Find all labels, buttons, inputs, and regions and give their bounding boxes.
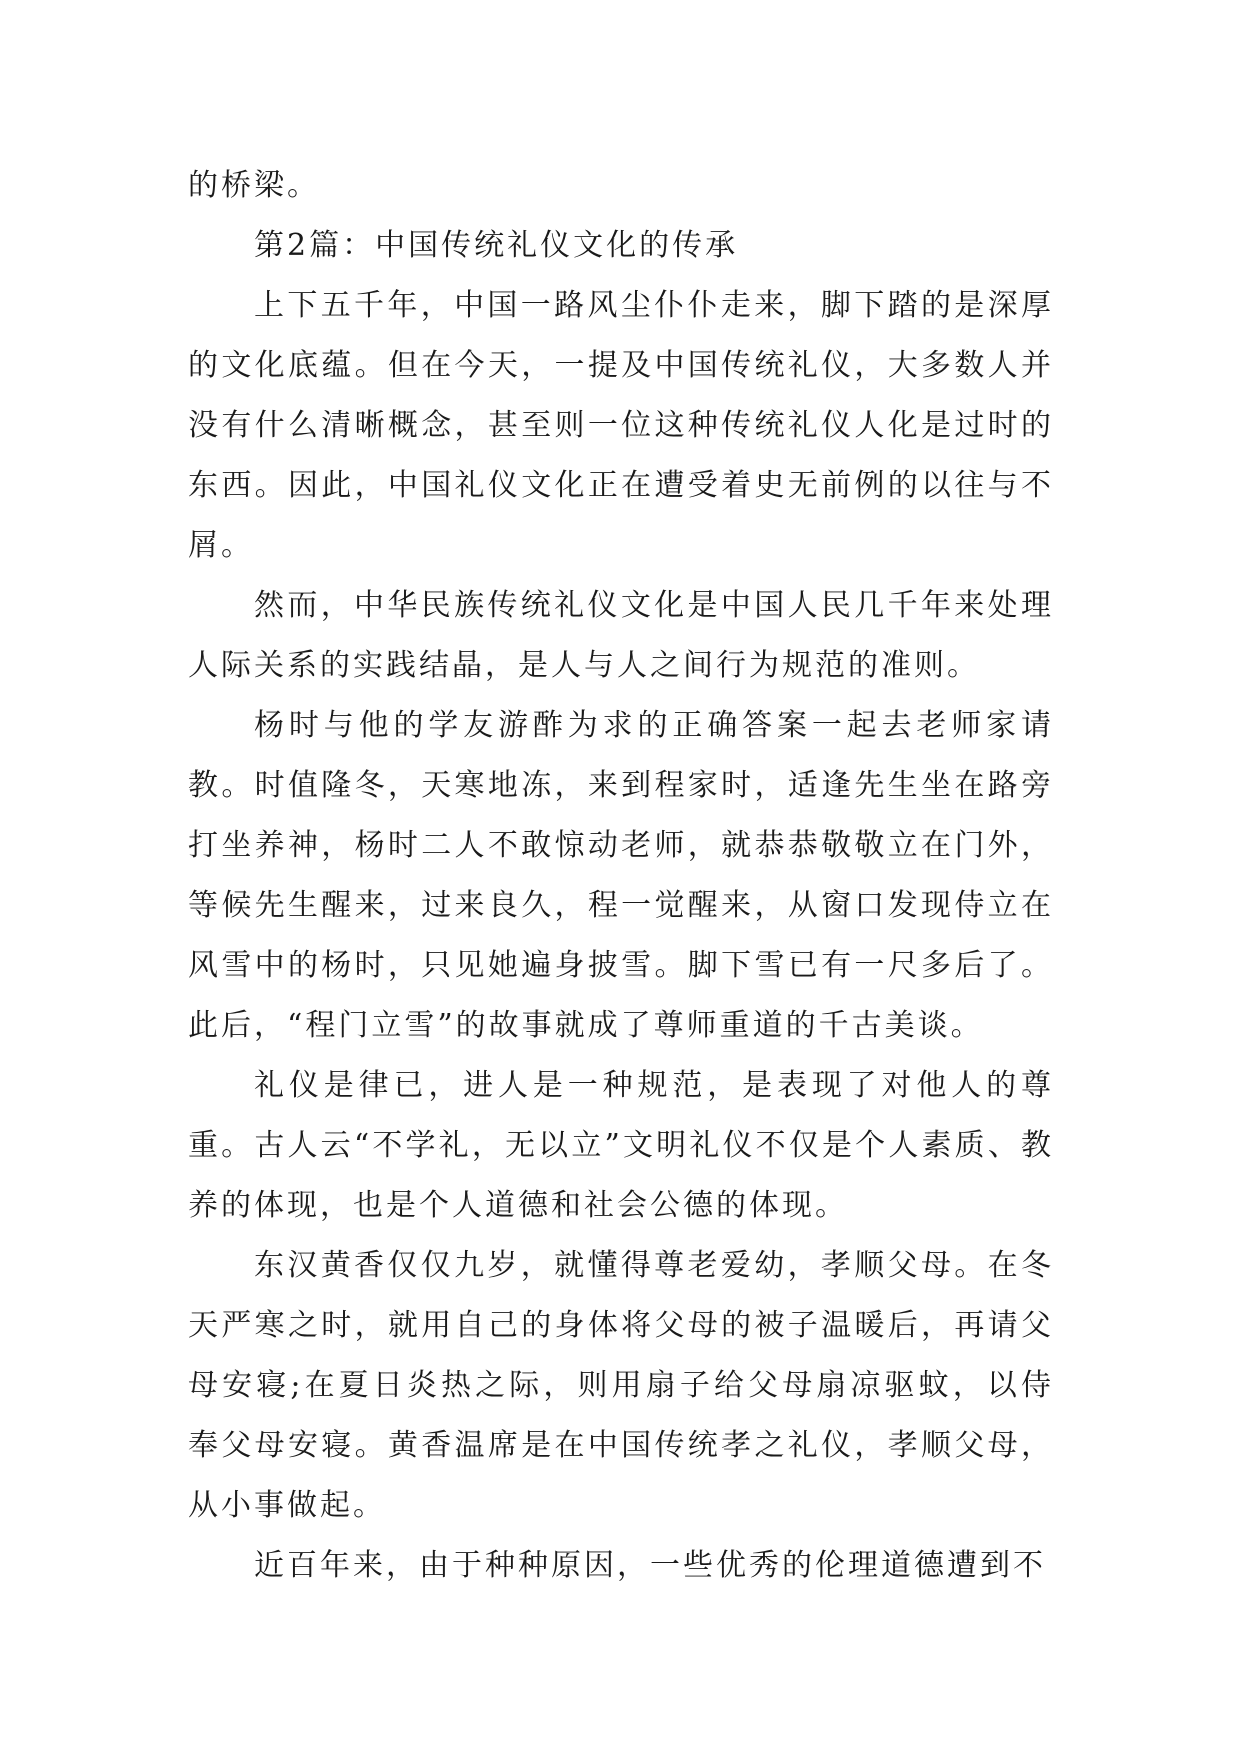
paragraph: 近百年来，由于种种原因，一些优秀的伦理道德遭到不 bbox=[254, 1548, 1046, 1583]
paragraph: 东汉黄香仅仅九岁，就懂得尊老爱幼，孝顺父母。在冬天严寒之时，就用自己的身体将父母的被子温暖后，再请父母安寝;在夏日炎热之际，则用扇子给父母扇凉驱蚊，以侍奉父母安寝。黄香温席是在中国传统孝之礼仪，孝顺父母，从小事做起。 bbox=[188, 1248, 1054, 1523]
paragraph: 杨时与他的学友游酢为求的正确答案一起去老师家请教。时值隆冬，天寒地冻，来到程家时，适逢先生坐在路旁打坐养神，杨时二人不敢惊动老师，就恭恭敬敬立在门外，等候先生醒来，过来良久，程一觉醒来，从窗口发现侍立在风雪中的杨时，只见她遍身披雪。脚下雪已有一尺多后了。此后，“程门立雪”的故事就成了尊师重道的千古美谈。 bbox=[188, 708, 1054, 1043]
paragraph-continuation: 的桥梁。 bbox=[188, 168, 320, 203]
section-heading: 第2篇：中国传统礼仪文化的传承 bbox=[254, 228, 739, 263]
paragraph: 然而，中华民族传统礼仪文化是中国人民几千年来处理人际关系的实践结晶，是人与人之间行为规范的准则。 bbox=[188, 588, 1054, 683]
paragraph: 礼仪是律已，进人是一种规范，是表现了对他人的尊重。古人云“不学礼，无以立”文明礼仪不仅是个人素质、教养的体现，也是个人道德和社会公德的体现。 bbox=[188, 1068, 1054, 1223]
document-body bbox=[188, 156, 1054, 1596]
paragraph: 上下五千年，中国一路风尘仆仆走来，脚下踏的是深厚的文化底蕴。但在今天，一提及中国传统礼仪，大多数人并没有什么清晰概念，甚至则一位这种传统礼仪人化是过时的东西。因此，中国礼仪文化正在遭受着史无前例的以往与不屑。 bbox=[188, 288, 1054, 563]
